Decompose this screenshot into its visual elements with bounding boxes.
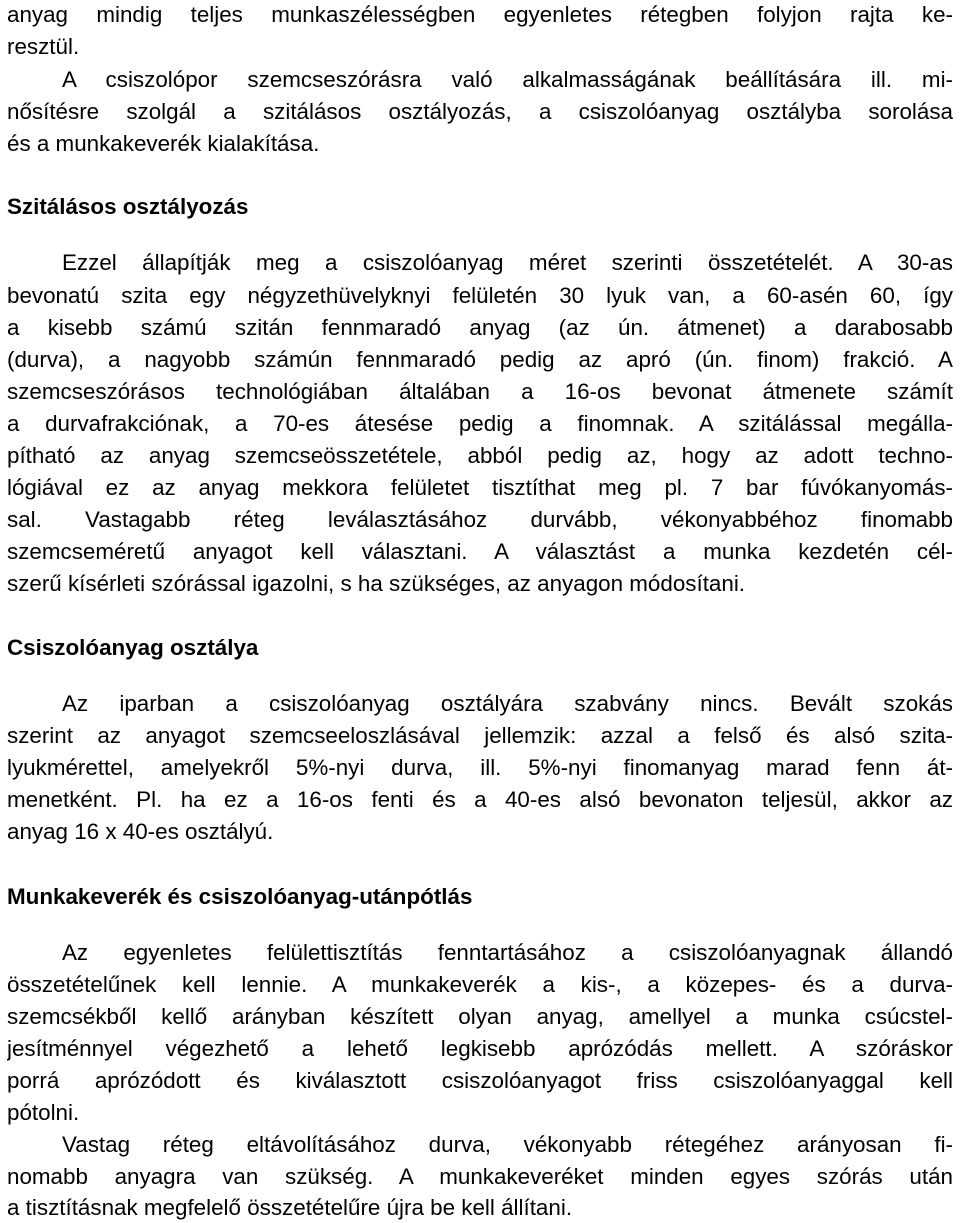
paragraph-line: resztül. <box>7 34 80 59</box>
section-heading: Munkakeverék és csiszolóanyag-utánpótlás <box>7 884 473 909</box>
paragraph-line: összetételűnek kell lennie. A munkakeverék a kis-, a közepes- és a durva- <box>7 972 953 997</box>
paragraph-line: bevonatú szita egy négyzethüvelyknyi felületén 30 lyuk van, a 60-asén 60, így <box>7 283 953 308</box>
paragraph-line: Vastag réteg eltávolításához durva, vékonyabb rétegéhez arányosan fi- <box>62 1132 953 1157</box>
paragraph-line: A csiszolópor szemcseszórásra való alkalmasságának beállítására ill. mi- <box>62 67 953 92</box>
paragraph-line: sal. Vastagabb réteg leválasztásához durvább, vékonyabbéhoz finomabb <box>7 507 953 532</box>
paragraph-line: szerint az anyagot szemcseeloszlásával jellemzik: azzal a felső és alsó szita- <box>7 723 953 748</box>
paragraph-line: lyukmérettel, amelyekről 5%-nyi durva, ill. 5%-nyi finomanyag marad fenn át- <box>7 755 953 780</box>
paragraph-line: pótolni. <box>7 1100 80 1125</box>
paragraph-line: pítható az anyag szemcseösszetétele, abból pedig az, hogy az adott techno- <box>7 443 953 468</box>
paragraph-line: és a munkakeverék kialakítása. <box>7 131 320 156</box>
paragraph-line: szemcseméretű anyagot kell választani. A választást a munka kezdetén cél- <box>7 539 953 564</box>
paragraph-line: nomabb anyagra van szükség. A munkakeveréket minden egyes szórás után <box>7 1164 953 1189</box>
paragraph-line: Ezzel állapítják meg a csiszolóanyag méret szerinti összetételét. A 30-as <box>62 250 953 275</box>
paragraph-line: jesítménnyel végezhető a lehető legkisebb aprózódás mellett. A szóráskor <box>7 1036 953 1061</box>
paragraph-line: nősítésre szolgál a szitálásos osztályozás, a csiszolóanyag osztályba sorolása <box>7 99 953 124</box>
paragraph-line: a kisebb számú szitán fennmaradó anyag (az ún. átmenet) a darabosabb <box>7 315 953 340</box>
paragraph-line: (durva), a nagyobb számún fennmaradó pedig az apró (ún. finom) frakció. A <box>7 347 953 372</box>
paragraph-line: szemcsékből kellő arányban készített olyan anyag, amellyel a munka csúcstel- <box>7 1004 953 1029</box>
paragraph-line: anyag 16 x 40-es osztályú. <box>7 819 274 844</box>
paragraph-line: Az iparban a csiszolóanyag osztályára szabvány nincs. Bevált szokás <box>62 691 953 716</box>
paragraph-line: Az egyenletes felülettisztítás fenntartásához a csiszolóanyagnak állandó <box>62 940 953 965</box>
paragraph-line: menetként. Pl. ha ez a 16-os fenti és a 40-es alsó bevonaton teljesül, akkor az <box>7 787 953 812</box>
paragraph-line: lógiával ez az anyag mekkora felületet tisztíthat meg pl. 7 bar fúvókanyomás- <box>7 475 953 500</box>
section-heading: Szitálásos osztályozás <box>7 194 249 219</box>
section-heading: Csiszolóanyag osztálya <box>7 635 259 660</box>
paragraph-line: a durvafrakciónak, a 70-es átesése pedig a finomnak. A szitálással megálla- <box>7 411 953 436</box>
paragraph-line: a tisztításnak megfelelő összetételűre újra be kell állítani. <box>7 1195 573 1220</box>
paragraph-line: anyag mindig teljes munkaszélességben egyenletes rétegben folyjon rajta ke- <box>7 2 953 27</box>
paragraph-line: porrá aprózódott és kiválasztott csiszolóanyagot friss csiszolóanyaggal kell <box>7 1068 953 1093</box>
paragraph-line: szerű kísérleti szórással igazolni, s ha szükséges, az anyagon módosítani. <box>7 571 746 596</box>
paragraph-line: szemcseszórásos technológiában általában a 16-os bevonat átmenete számít <box>7 379 953 404</box>
